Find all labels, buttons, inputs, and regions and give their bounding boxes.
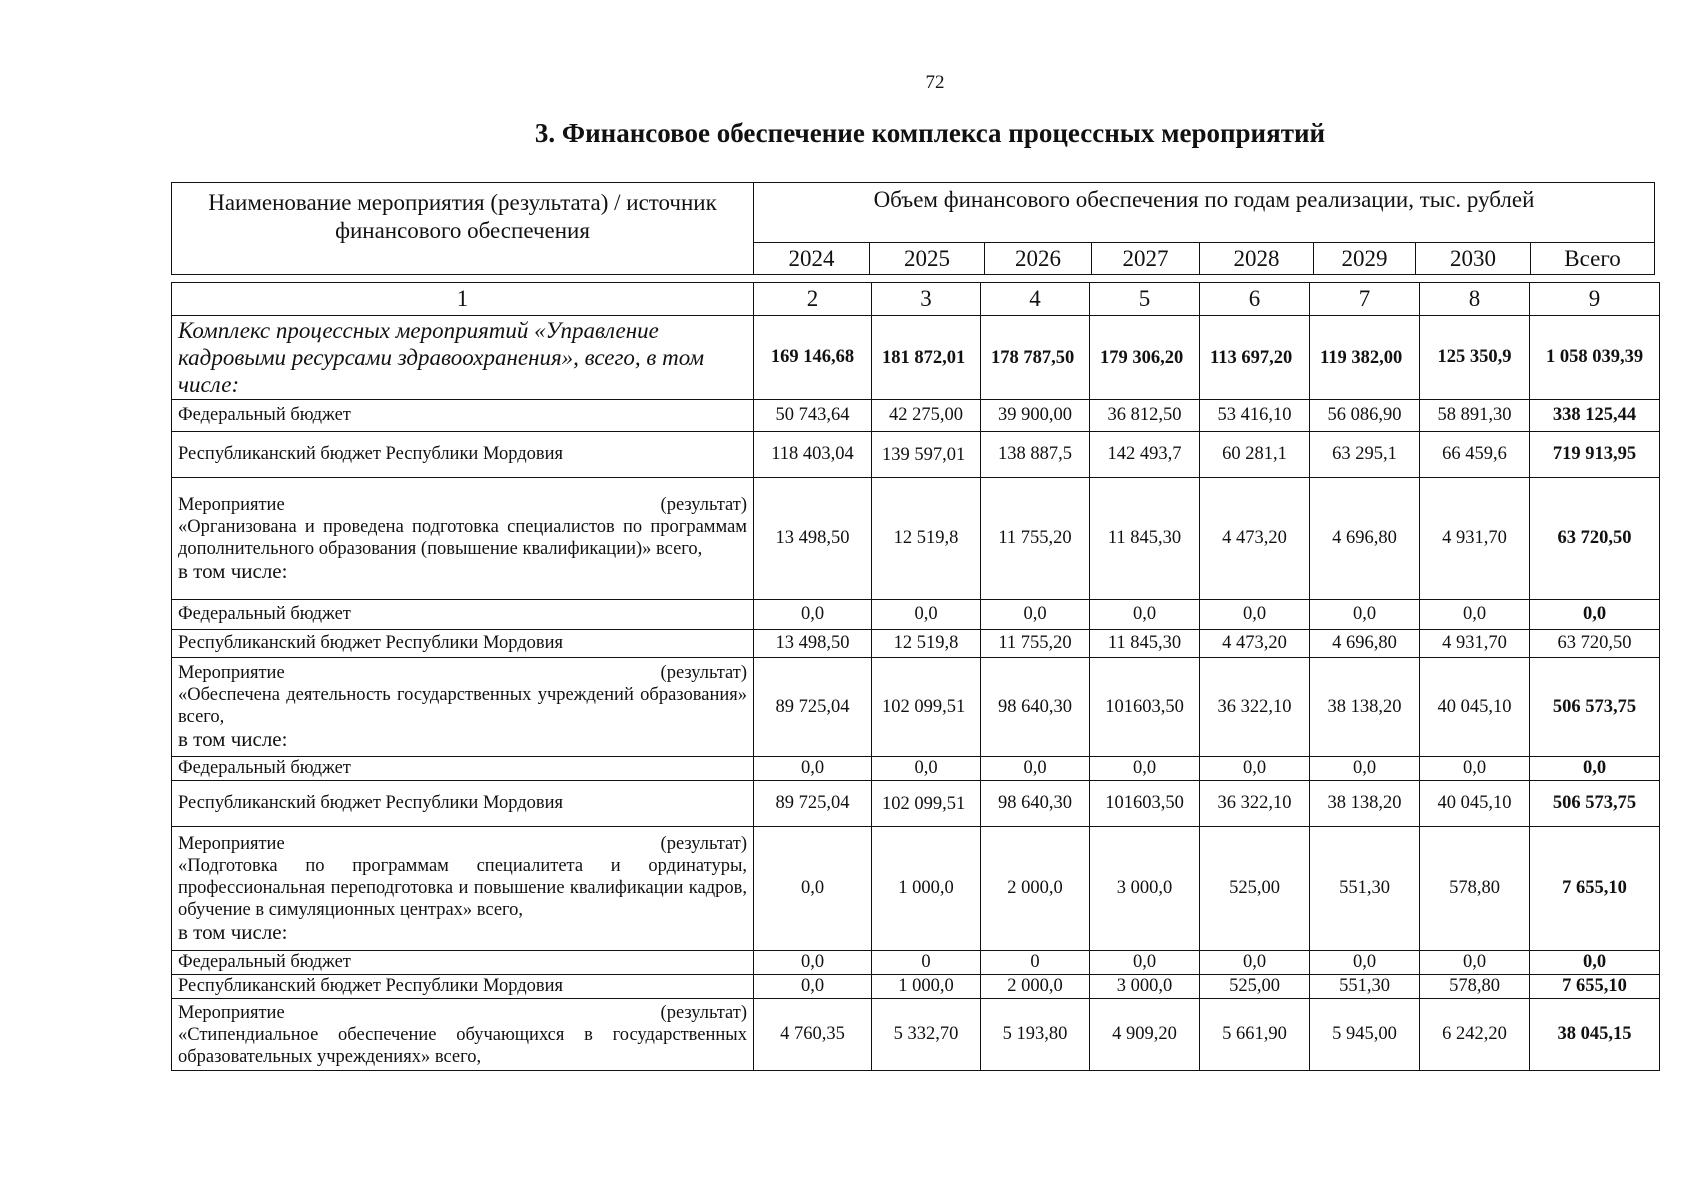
row-value: 12 519,8 (872, 630, 981, 658)
row-value: 0,0 (754, 827, 872, 951)
row-value: 0,0 (1200, 600, 1310, 630)
row-value: 0,0 (754, 975, 872, 999)
row-value: 4 760,35 (754, 999, 872, 1071)
table-row (172, 827, 1660, 951)
page-number: 72 (925, 72, 945, 93)
table-row (172, 757, 1660, 781)
column-number: 3 (872, 283, 981, 316)
row-value: 98 640,30 (981, 658, 1090, 757)
measure-label: Мероприятие (178, 663, 285, 683)
measure-tag: (результат) (660, 833, 747, 854)
row-value: 36 812,50 (1090, 400, 1200, 432)
row-value: 125 350,9 (1420, 316, 1530, 400)
row-value: 42 275,00 (872, 400, 981, 432)
row-value: 36 322,10 (1200, 658, 1310, 757)
measure-tail: в том числе: (178, 558, 288, 583)
measure-label: Мероприятие (178, 833, 285, 854)
row-value: 525,00 (1200, 827, 1310, 951)
row-value: 4 696,80 (1310, 478, 1420, 600)
row-value: 5 661,90 (1200, 999, 1310, 1071)
row-value: 0,0 (872, 757, 981, 781)
row-value: 53 416,10 (1200, 400, 1310, 432)
row-value: 36 322,10 (1200, 781, 1310, 827)
row-value: 113 697,20 (1200, 316, 1310, 400)
row-value: 119 382,00 (1310, 316, 1420, 400)
table-row (172, 975, 1660, 999)
measure-header (178, 833, 747, 855)
row-value: 1 000,0 (872, 827, 981, 951)
table-header (171, 182, 1655, 275)
row-total: 7 655,10 (1530, 975, 1660, 999)
row-total: 63 720,50 (1530, 630, 1660, 658)
row-value: 0,0 (1090, 600, 1200, 630)
row-value: 551,30 (1310, 975, 1420, 999)
row-value: 4 696,80 (1310, 630, 1420, 658)
page-title: 3. Финансовое обеспечение комплекса процессных мероприятий (534, 118, 1326, 148)
column-number: 2 (754, 283, 872, 316)
row-total: 7 655,10 (1530, 827, 1660, 951)
table-body (171, 282, 1660, 1071)
row-value: 0,0 (1090, 951, 1200, 975)
row-value: 2 000,0 (981, 975, 1090, 999)
row-value: 169 146,68 (754, 316, 872, 400)
row-value: 5 193,80 (981, 999, 1090, 1071)
measure-header (178, 1002, 747, 1024)
header-total: Всего (1531, 243, 1655, 275)
column-number: 4 (981, 283, 1090, 316)
column-numbers-row (172, 283, 1660, 316)
row-value: 0,0 (754, 951, 872, 975)
header-year: 2027 (1092, 243, 1200, 275)
table-row (172, 781, 1660, 827)
row-value: 0,0 (981, 757, 1090, 781)
row-value: 5 332,70 (872, 999, 981, 1071)
row-value: 40 045,10 (1420, 781, 1530, 827)
row-name: Федеральный бюджет (172, 600, 754, 630)
row-value: 13 498,50 (754, 478, 872, 600)
row-value: 66 459,6 (1420, 432, 1530, 478)
row-total: 0,0 (1530, 757, 1660, 781)
row-name: Федеральный бюджет (172, 400, 754, 432)
row-total: 63 720,50 (1530, 478, 1660, 600)
row-name: Республиканский бюджет Республики Мордовия (172, 975, 754, 999)
row-value: 58 891,30 (1420, 400, 1530, 432)
table-row (172, 951, 1660, 975)
row-value: 4 931,70 (1420, 630, 1530, 658)
measure-header (178, 662, 747, 684)
row-name: Республиканский бюджет Республики Мордовия (172, 630, 754, 658)
row-value: 11 845,30 (1090, 478, 1200, 600)
table-row (172, 999, 1660, 1071)
measure-tag: (результат) (660, 494, 747, 515)
row-value: 101603,50 (1090, 781, 1200, 827)
row-value: 2 000,0 (981, 827, 1090, 951)
row-value: 39 900,00 (981, 400, 1090, 432)
row-value: 551,30 (1310, 827, 1420, 951)
row-name (172, 827, 754, 951)
header-year: 2029 (1314, 243, 1416, 275)
column-number: 6 (1200, 283, 1310, 316)
row-value: 0,0 (1420, 600, 1530, 630)
header-year: 2025 (870, 243, 985, 275)
row-value: 0,0 (754, 600, 872, 630)
row-value: 5 945,00 (1310, 999, 1420, 1071)
row-value: 102 099,51 (872, 781, 981, 827)
row-name (172, 658, 754, 757)
row-value: 138 887,5 (981, 432, 1090, 478)
row-value: 98 640,30 (981, 781, 1090, 827)
row-value: 40 045,10 (1420, 658, 1530, 757)
row-value: 578,80 (1420, 827, 1530, 951)
row-value: 0,0 (1200, 757, 1310, 781)
row-value: 38 138,20 (1310, 658, 1420, 757)
measure-header (178, 494, 747, 516)
row-total: 38 045,15 (1530, 999, 1660, 1071)
row-value: 139 597,01 (872, 432, 981, 478)
table-row (172, 478, 1660, 600)
table-row (172, 600, 1660, 630)
row-value: 89 725,04 (754, 781, 872, 827)
measure-tag: (результат) (660, 663, 747, 683)
row-name: Федеральный бюджет (172, 757, 754, 781)
row-value: 60 281,1 (1200, 432, 1310, 478)
row-value: 118 403,04 (754, 432, 872, 478)
row-value: 0,0 (1200, 951, 1310, 975)
measure-text: «Организована и проведена подготовка специалистов по программам дополнительного образования (повышение квалификации)» всего, (178, 516, 747, 559)
row-value: 56 086,90 (1310, 400, 1420, 432)
column-number: 1 (172, 283, 754, 316)
row-value: 0 (872, 951, 981, 975)
table-row (172, 432, 1660, 478)
row-value: 101603,50 (1090, 658, 1200, 757)
row-total: 719 913,95 (1530, 432, 1660, 478)
table-row (172, 316, 1660, 400)
row-value: 0,0 (1310, 757, 1420, 781)
row-name: Комплекс процессных мероприятий «Управление кадровыми ресурсами здравоохранения», всего, в том числе: (172, 316, 754, 400)
row-value: 0,0 (1310, 951, 1420, 975)
row-value: 0,0 (1420, 757, 1530, 781)
row-value: 6 242,20 (1420, 999, 1530, 1071)
row-value: 0,0 (1090, 757, 1200, 781)
header-volume-column: Объем финансового обеспечения по годам реализации, тыс. рублей (754, 183, 1655, 243)
row-value: 525,00 (1200, 975, 1310, 999)
column-number: 9 (1530, 283, 1660, 316)
row-value: 178 787,50 (981, 316, 1090, 400)
row-value: 4 931,70 (1420, 478, 1530, 600)
row-name (172, 999, 754, 1071)
row-value: 12 519,8 (872, 478, 981, 600)
header-year: 2030 (1416, 243, 1531, 275)
table-row (172, 630, 1660, 658)
row-value: 0,0 (754, 757, 872, 781)
row-value: 142 493,7 (1090, 432, 1200, 478)
header-year: 2026 (985, 243, 1092, 275)
column-number: 7 (1310, 283, 1420, 316)
measure-tail: в том числе: (178, 727, 288, 751)
measure-label: Мероприятие (178, 494, 285, 515)
row-value: 4 473,20 (1200, 630, 1310, 658)
measure-text: «Обеспечена деятельность государственных учреждений образования» всего, (178, 685, 747, 727)
row-value: 11 755,20 (981, 478, 1090, 600)
row-value: 13 498,50 (754, 630, 872, 658)
row-value: 38 138,20 (1310, 781, 1420, 827)
row-total: 338 125,44 (1530, 400, 1660, 432)
measure-text: «Подготовка по программам специалитета и ординатуры, профессиональная переподготовка и повышение квалификации кадров, обучение в симуляционных центрах» всего, (178, 855, 747, 920)
row-value: 4 909,20 (1090, 999, 1200, 1071)
row-value: 0 (981, 951, 1090, 975)
row-value: 4 473,20 (1200, 478, 1310, 600)
column-number: 8 (1420, 283, 1530, 316)
row-total: 1 058 039,39 (1530, 316, 1660, 400)
column-number: 5 (1090, 283, 1200, 316)
row-total: 506 573,75 (1530, 781, 1660, 827)
row-value: 50 743,64 (754, 400, 872, 432)
measure-tail: в том числе: (178, 919, 288, 944)
row-value: 89 725,04 (754, 658, 872, 757)
measure-tag: (результат) (660, 1002, 747, 1023)
measure-label: Мероприятие (178, 1002, 285, 1023)
row-value: 1 000,0 (872, 975, 981, 999)
table-row (172, 658, 1660, 757)
row-value: 0,0 (1420, 951, 1530, 975)
row-value: 578,80 (1420, 975, 1530, 999)
row-value: 181 872,01 (872, 316, 981, 400)
row-total: 0,0 (1530, 600, 1660, 630)
table-row (172, 400, 1660, 432)
row-value: 102 099,51 (872, 658, 981, 757)
row-name: Федеральный бюджет (172, 951, 754, 975)
row-name: Республиканский бюджет Республики Мордовия (172, 432, 754, 478)
header-name-column: Наименование мероприятия (результата) / источник финансового обеспечения (172, 183, 754, 275)
row-name (172, 478, 754, 600)
row-value: 179 306,20 (1090, 316, 1200, 400)
measure-text: «Стипендиальное обеспечение обучающихся в государственных образовательных учреждениях» всего, (178, 1024, 747, 1067)
row-total: 506 573,75 (1530, 658, 1660, 757)
row-value: 3 000,0 (1090, 975, 1200, 999)
row-value: 63 295,1 (1310, 432, 1420, 478)
row-value: 3 000,0 (1090, 827, 1200, 951)
header-year: 2024 (754, 243, 870, 275)
header-year: 2028 (1200, 243, 1314, 275)
row-value: 0,0 (981, 600, 1090, 630)
row-value: 11 845,30 (1090, 630, 1200, 658)
row-name: Республиканский бюджет Республики Мордовия (172, 781, 754, 827)
row-total: 0,0 (1530, 951, 1660, 975)
row-value: 0,0 (872, 600, 981, 630)
row-value: 11 755,20 (981, 630, 1090, 658)
row-value: 0,0 (1310, 600, 1420, 630)
